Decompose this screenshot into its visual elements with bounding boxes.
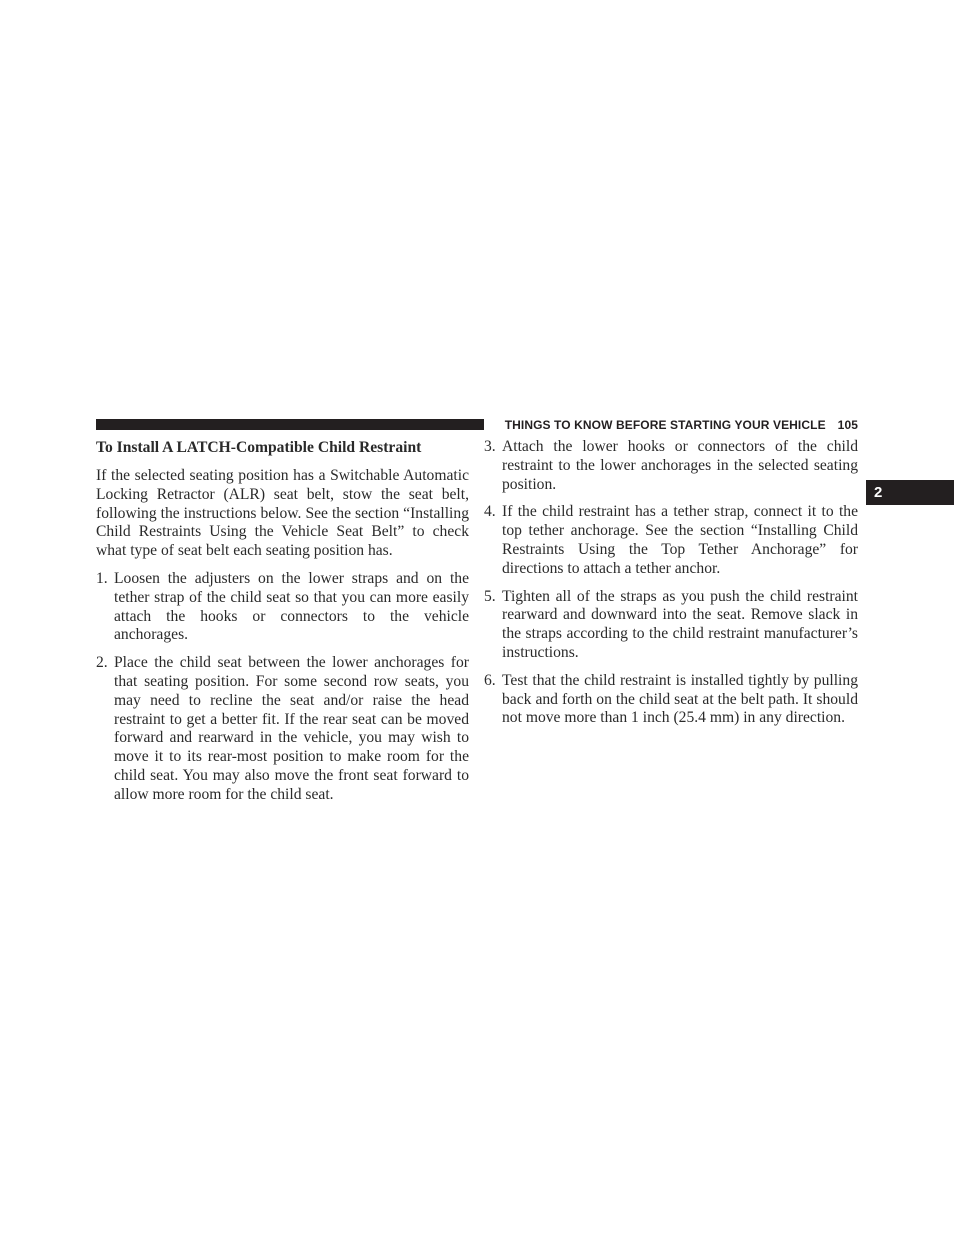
chapter-number: 2 (874, 484, 883, 501)
page-number: 105 (837, 418, 858, 432)
list-text: If the child restraint has a tether strap, connect it to the top tether anchorage. See the section “Installing Child Restraints Using the Top Tether Anchorage” for directions to attach a tether anchor. (502, 503, 858, 577)
left-column (96, 438, 469, 814)
list-item (96, 570, 469, 645)
list-text: Attach the lower hooks or connectors of the child restraint to the lower anchorages in the selected seating position. (502, 438, 858, 493)
list-number: 4. (484, 503, 496, 521)
list-number: 5. (484, 587, 496, 605)
list-item (484, 503, 858, 578)
list-text: Loosen the adjusters on the lower straps and on the tether strap of the child seat so that you can more easily attach the hooks or connectors to the vehicle anchorages. (114, 569, 469, 644)
list-number: 2. (96, 654, 108, 672)
list-text: Test that the child restraint is installed tightly by pulling back and forth on the child seat at the belt path. It should not move more than 1 inch (25.4 mm) in any direction. (502, 671, 858, 727)
header-rule-bar (96, 419, 484, 430)
section-title: THINGS TO KNOW BEFORE STARTING YOUR VEHICLE (504, 418, 826, 432)
list-text: Tighten all of the straps as you push the child restraint rearward and downward into the seat. Remove slack in the straps according to the child restraint manufacturer’s instructions. (502, 587, 858, 661)
list-number: 1. (96, 569, 108, 587)
list-item (484, 588, 858, 663)
section-heading: To Install A LATCH-Compatible Child Restraint (96, 439, 422, 456)
list-item (96, 654, 469, 804)
running-header (492, 417, 858, 433)
right-column (484, 438, 858, 737)
intro-paragraph: If the selected seating position has a Switchable Automatic Locking Retractor (ALR) seat belt, stow the seat belt, following the instructions below. See the section “Installing Child Restraints Using the Vehicle Seat Belt” to check what type of seat belt each seating position has. (96, 467, 469, 560)
list-number: 6. (484, 671, 496, 689)
list-text: Place the child seat between the lower anchorages for that seating position. For some second row seats, you may need to recline the seat and/or raise the head restraint to get a better fit. If the rear seat can be moved forward and rearward in the vehicle, you may wish to move it to its rear-most position to make room for the child seat. You may also move the front seat forward to allow more room for the child seat. (114, 654, 469, 803)
list-item (484, 672, 858, 728)
chapter-tab (866, 480, 954, 505)
list-item (484, 438, 858, 494)
list-number: 3. (484, 438, 496, 455)
